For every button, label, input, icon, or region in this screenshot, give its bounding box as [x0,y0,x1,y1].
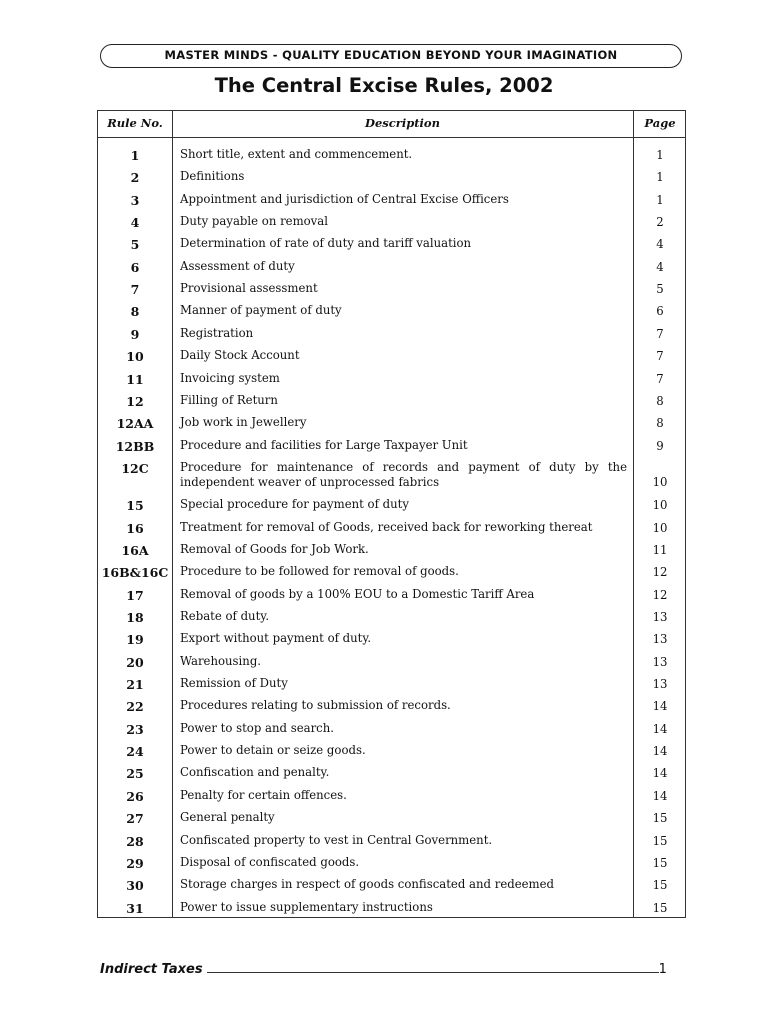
rule-description: Definitions [180,169,245,184]
rule-page: 14 [652,766,668,781]
rule-number: 25 [126,766,144,782]
rule-page: 2 [656,215,664,230]
header-divider [98,137,685,138]
rule-page: 15 [652,811,668,826]
rule-number: 16 [126,520,144,536]
rule-description: Procedure and facilities for Large Taxpayer Unit [180,437,468,452]
rule-page: 1 [656,192,664,207]
header-rule-no: Rule No. [107,116,163,130]
rule-page: 8 [656,416,664,431]
rule-page: 7 [656,349,664,364]
rule-description: Registration [180,325,254,340]
rule-number: 6 [130,259,140,275]
rule-description: Remission of Duty [180,676,288,691]
rule-description: Removal of Goods for Job Work. [180,541,369,556]
rule-page: 14 [652,721,668,736]
rule-page: 4 [656,237,664,252]
rule-page: 9 [656,438,664,453]
rule-description: General penalty [180,810,275,825]
rule-description: Invoicing system [180,370,280,385]
rule-page: 6 [656,304,664,319]
rule-description: Procedure to be followed for removal of goods. [180,564,459,579]
rule-number: 17 [126,587,144,603]
rule-page: 8 [656,393,664,408]
rule-description: Provisional assessment [180,281,318,296]
rule-description: Treatment for removal of Goods, received back for reworking thereat [180,519,593,534]
rule-description: Power to detain or seize goods. [180,743,366,758]
rule-number: 2 [130,170,140,186]
rule-description: Power to stop and search. [180,720,334,735]
rule-number: 12 [126,393,144,409]
rule-number: 26 [126,788,144,804]
rule-description: Power to issue supplementary instructions [180,899,433,914]
rule-description: Special procedure for payment of duty [180,497,409,512]
rule-description: Daily Stock Account [180,348,300,363]
rule-number: 24 [126,744,144,760]
rule-number: 23 [126,721,144,737]
rule-number: 18 [126,610,144,625]
rule-page: 14 [652,788,668,803]
rule-page: 5 [656,282,664,297]
header-page: Page [644,116,676,130]
rule-page: 1 [656,170,664,185]
footer-subject: Indirect Taxes [100,962,203,977]
footer-page-number: 1 [658,962,667,977]
rule-page: 12 [652,587,668,602]
rule-number: 21 [126,677,144,693]
rule-number: 19 [126,632,144,648]
rule-page: 13 [652,610,668,624]
rule-description: Short title, extent and commencement. [180,147,413,161]
rule-page: 11 [652,542,668,557]
rule-number: 11 [126,371,144,387]
rule-number: 16B&16C [101,565,169,581]
rule-description: Confiscated property to vest in Central Government. [180,832,493,847]
rule-page: 15 [652,878,668,893]
rule-description: Rebate of duty. [180,609,270,623]
page-footer [100,962,670,977]
rule-page: 10 [652,498,668,513]
rule-page: 7 [656,326,664,341]
rule-description: Warehousing. [180,653,262,668]
rule-description: Appointment and jurisdiction of Central Excise Officers [180,191,509,206]
rule-number: 9 [130,326,140,342]
rule-description: Filling of Return [180,392,278,407]
footer-rule-line [207,962,659,973]
page-title: The Central Excise Rules, 2002 [214,74,554,97]
rule-page: 15 [652,900,668,915]
rules-table [97,110,686,918]
rule-number: 20 [126,654,144,670]
rule-page: 4 [656,259,664,274]
rule-description: Export without payment of duty. [180,631,372,646]
rule-page: 13 [652,654,668,669]
rule-number: 22 [126,699,144,715]
rule-number: 12BB [115,438,155,454]
rule-number: 12AA [116,416,154,432]
rule-page: 1 [656,148,664,162]
rule-page: 10 [652,474,668,489]
rule-page: 13 [652,632,668,647]
rule-page: 10 [652,520,668,535]
rule-page: 15 [652,833,668,848]
rule-description: Assessment of duty [180,258,295,273]
rule-page: 15 [652,855,668,870]
rule-description: Procedure for maintenance of records and payment of duty by the independent weaver of unprocessed fabrics [180,459,627,489]
rule-number: 27 [126,811,144,827]
rule-number: 29 [126,855,144,871]
rule-number: 31 [126,900,144,916]
rule-page: 14 [652,699,668,714]
rule-description: Storage charges in respect of goods confiscated and redeemed [180,877,555,892]
rule-description: Job work in Jewellery [180,415,307,430]
rule-description: Penalty for certain offences. [180,787,347,802]
rule-page: 12 [652,565,668,580]
rule-number: 15 [126,498,144,514]
rule-description: Removal of goods by a 100% EOU to a Domestic Tariff Area [180,586,535,601]
rule-page: 7 [656,371,664,386]
rule-number: 10 [126,349,144,365]
rule-number: 7 [130,282,140,298]
header-description: Description [365,116,440,130]
rule-number: 30 [126,878,144,894]
header-banner: MASTER MINDS - QUALITY EDUCATION BEYOND YOUR IMAGINATION [100,44,682,68]
rule-description: Duty payable on removal [180,214,328,229]
rule-number: 5 [130,237,140,253]
rule-number: 16A [121,542,149,558]
rule-number: 4 [130,215,140,231]
rule-number: 28 [126,833,144,849]
rule-number: 12C [121,460,149,476]
rule-description: Determination of rate of duty and tariff valuation [180,236,472,251]
rule-page: 14 [652,744,668,759]
rule-description: Disposal of confiscated goods. [180,854,360,869]
rule-number: 1 [130,148,140,163]
column-divider [172,111,173,917]
rule-page: 13 [652,677,668,692]
rule-description: Confiscation and penalty. [180,765,330,780]
rule-number: 3 [130,192,140,208]
rule-number: 8 [130,304,140,320]
rule-description: Manner of payment of duty [180,303,342,318]
rule-description: Procedures relating to submission of records. [180,698,451,713]
